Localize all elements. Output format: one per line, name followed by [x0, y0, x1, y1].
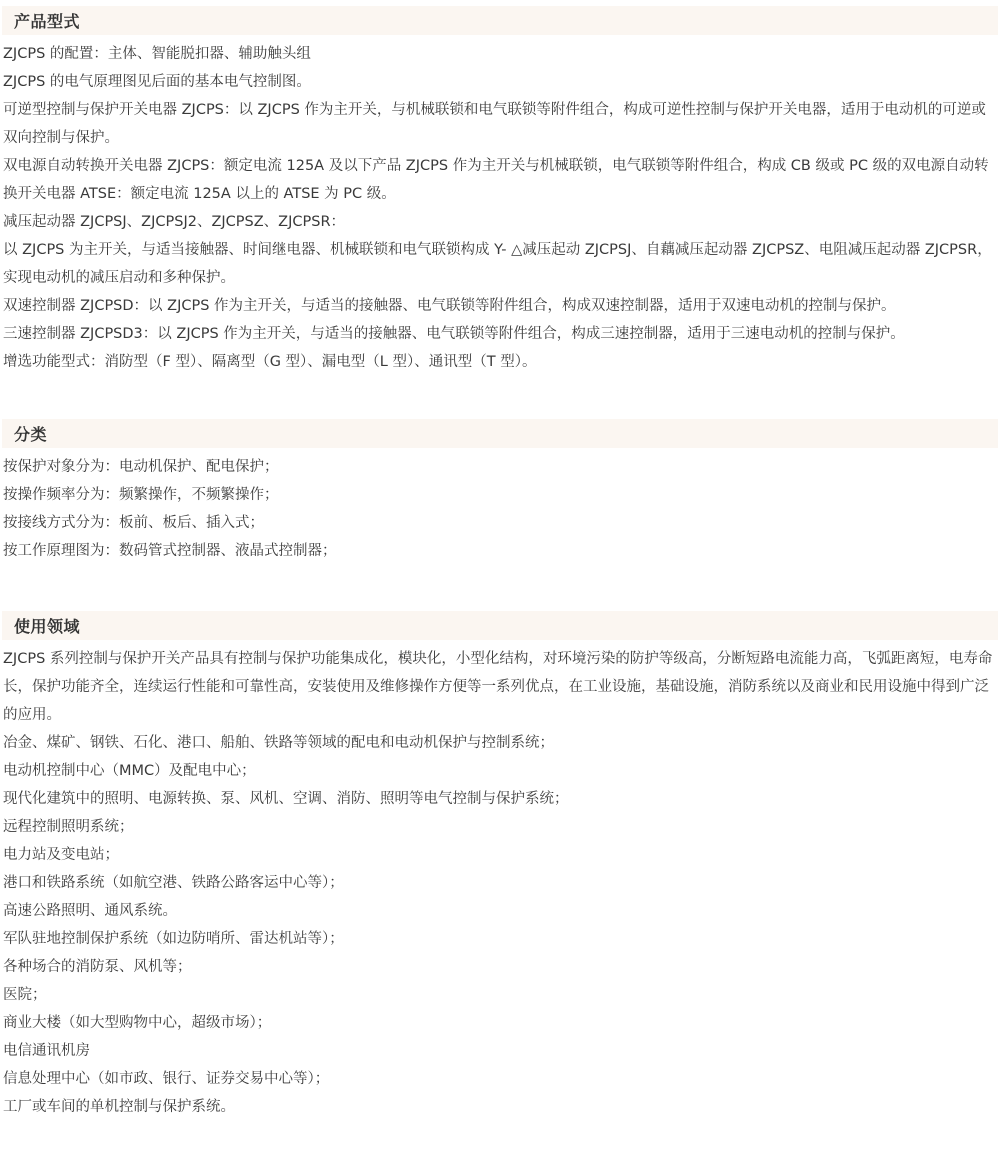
classification-section: [2, 419, 998, 565]
product-model-body: [2, 35, 998, 376]
model-line-reduced-starter-desc: 以 ZJCPS 为主开关，与适当接触器、时间继电器、机械联锁和电气联锁构成 Y- △减压起动 ZJCPSJ、自藕减压起动器 ZJCPSZ、电阻减压起动器 ZJCPSR，实现电动机的减压启动和多种保护。: [3, 242, 992, 286]
app-line-mcc: 电动机控制中心（MMC）及配电中心；: [3, 763, 256, 779]
class-line-working-principle: 按工作原理图为：数码管式控制器、液晶式控制器；: [3, 543, 337, 559]
model-line-three-speed: 三速控制器 ZJCPSD3：以 ZJCPS 作为主开关，与适当的接触器、电气联锁等附件组合，构成三速控制器，适用于三速电动机的控制与保护。: [3, 326, 905, 342]
app-line-commercial: 商业大楼（如大型购物中心，超级市场）；: [3, 1015, 272, 1031]
class-line-operation-frequency: 按操作频率分为：频繁操作，不频繁操作；: [3, 487, 279, 503]
app-line-military: 军队驻地控制保护系统（如边防哨所、雷达机站等）；: [3, 931, 344, 947]
app-line-metallurgy: 冶金、煤矿、钢铁、石化、港口、船舶、铁路等领域的配电和电动机保护与控制系统；: [3, 735, 554, 751]
model-line-config: ZJCPS 的配置：主体、智能脱扣器、辅助触头组: [3, 46, 311, 62]
app-line-remote-lighting: 远程控制照明系统；: [3, 819, 134, 835]
model-line-reversible: 可逆型控制与保护开关电器 ZJCPS：以 ZJCPS 作为主开关，与机械联锁和电气联锁等附件组合，构成可逆性控制与保护开关电器，适用于电动机的可逆或双向控制与保护。: [3, 102, 986, 146]
class-line-wiring-method: 按接线方式分为：板前、板后、插入式；: [3, 515, 264, 531]
app-line-buildings: 现代化建筑中的照明、电源转换、泵、风机、空调、消防、照明等电气控制与保护系统；: [3, 791, 569, 807]
product-info-page: [0, 6, 1000, 1121]
classification-title: 分类: [14, 425, 48, 444]
application-body: [2, 640, 998, 1121]
application-header: [2, 611, 998, 640]
model-line-optional-types: 增选功能型式：消防型（F 型）、隔离型（G 型）、漏电型（L 型）、通讯型（T 型）。: [3, 354, 537, 370]
app-line-data-center: 信息处理中心（如市政、银行、证券交易中心等）；: [3, 1071, 330, 1087]
model-line-reduced-starter: 减压起动器 ZJCPSJ、ZJCPSJ2、ZJCPSZ、ZJCPSR：: [3, 214, 346, 230]
model-line-diagram: ZJCPS 的电气原理图见后面的基本电气控制图。: [3, 74, 311, 90]
app-line-fire-pumps: 各种场合的消防泵、风机等；: [3, 959, 192, 975]
app-line-highway: 高速公路照明、通风系统。: [3, 903, 177, 919]
product-model-title: 产品型式: [14, 12, 81, 31]
class-line-protection-object: 按保护对象分为：电动机保护、配电保护；: [3, 459, 279, 475]
product-model-section: [2, 6, 998, 376]
model-line-two-speed: 双速控制器 ZJCPSD：以 ZJCPS 作为主开关，与适当的接触器、电气联锁等附件组合，构成双速控制器，适用于双速电动机的控制与保护。: [3, 298, 896, 314]
section-spacer: [2, 376, 998, 419]
classification-body: [2, 448, 998, 565]
app-line-factory: 工厂或车间的单机控制与保护系统。: [3, 1099, 235, 1115]
application-section: [2, 611, 998, 1121]
model-line-dual-power: 双电源自动转换开关电器 ZJCPS：额定电流 125A 及以下产品 ZJCPS 作为主开关与机械联锁，电气联锁等附件组合，构成 CB 级或 PC 级的双电源自动转换开关电器 ATSE：额定电流 125A 以上的 ATSE 为 PC 级。: [3, 158, 989, 202]
app-line-overview: ZJCPS 系列控制与保护开关产品具有控制与保护功能集成化，模块化，小型化结构，对环境污染的防护等级高，分断短路电流能力高，飞弧距离短，电寿命长，保护功能齐全，连续运行性能和可靠性高，安装使用及维修操作方便等一系列优点，在工业设施，基础设施，消防系统以及商业和民用设施中得到广泛的应用。: [3, 651, 993, 723]
product-model-header: [2, 6, 998, 35]
app-line-hospital: 医院；: [3, 987, 47, 1003]
classification-header: [2, 419, 998, 448]
app-line-telecom: 电信通讯机房: [3, 1043, 90, 1059]
section-spacer: [2, 565, 998, 611]
application-title: 使用领域: [14, 617, 81, 636]
app-line-ports-railways: 港口和铁路系统（如航空港、铁路公路客运中心等）；: [3, 875, 344, 891]
app-line-power-station: 电力站及变电站；: [3, 847, 119, 863]
